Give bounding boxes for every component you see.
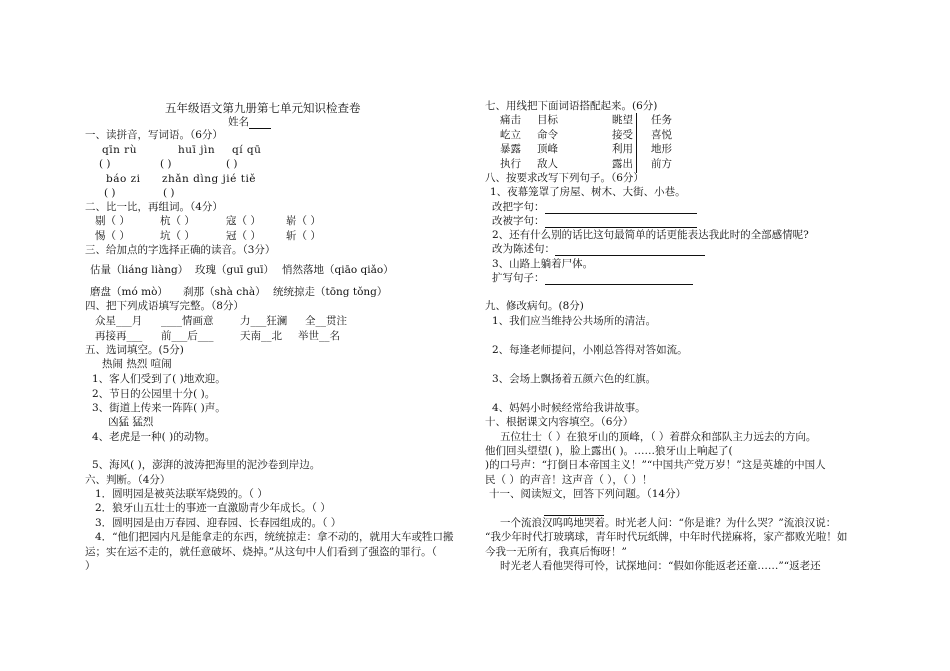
pinyin-3: qí qū bbox=[232, 144, 262, 156]
reading-item[interactable]: 刹那（shà chà） bbox=[183, 286, 266, 298]
match-word[interactable]: 利用 bbox=[612, 143, 633, 155]
answer-bracket[interactable]: ( ) bbox=[99, 158, 111, 170]
answer-bracket[interactable]: ( ) bbox=[226, 158, 238, 170]
fill-item[interactable]: 3、街道上传来一阵阵( )声。 bbox=[92, 402, 226, 414]
idiom-item[interactable]: 全__贯注 bbox=[305, 315, 347, 327]
match-word[interactable]: 前方 bbox=[651, 158, 672, 170]
fill-item[interactable]: 5、海风( )，澎湃的波涛把海里的泥沙卷到岸边。 bbox=[92, 459, 321, 471]
passage-line: “我少年时代打玻璃球，青年时代玩纸牌，中年时代搓麻将，家产都败光啦！如 bbox=[485, 531, 848, 543]
passage-line: 时光老人看他哭得可怜，试探地问：“假如你能返老还童……”“返老还 bbox=[500, 560, 821, 572]
match-word[interactable]: 敌人 bbox=[537, 158, 558, 170]
pinyin-2: huī jìn bbox=[178, 144, 216, 156]
match-word[interactable]: 暴露 bbox=[500, 143, 521, 155]
answer-bracket[interactable]: ( ) bbox=[104, 187, 116, 199]
reading-item[interactable]: 悄然落地（qiāo qiǎo） bbox=[282, 264, 394, 276]
compare-word[interactable]: 斩（ ） bbox=[286, 230, 321, 242]
compare-word[interactable]: 杭（ ） bbox=[160, 215, 195, 227]
answer-blank[interactable] bbox=[555, 244, 705, 256]
pinyin-4: báo zi bbox=[106, 173, 141, 185]
reading-item[interactable]: 估量（liáng liàng） bbox=[90, 264, 189, 276]
idiom-item[interactable]: 再接再___ bbox=[95, 330, 143, 342]
page-title: 五年级语文第九册第七单元知识检查卷 bbox=[165, 101, 361, 115]
sec5-heading: 五、选词填空。(5分) bbox=[85, 344, 184, 356]
rewrite-line[interactable] bbox=[492, 273, 693, 285]
match-word[interactable]: 接受 bbox=[612, 129, 633, 141]
sick-sentence[interactable]: 4、妈妈小时候经常给我讲故事。 bbox=[492, 402, 646, 414]
judge-item[interactable]: 3．圆明园是由万春园、迎春园、长春园组成的。（ ） bbox=[95, 517, 342, 529]
reading-item[interactable]: 磨盘（mó mò） bbox=[90, 286, 168, 298]
text-fill-line[interactable]: 五位壮士（ ）在狼牙山的顶峰，（ ）着群众和部队主力远去的方向。 bbox=[500, 431, 817, 443]
title-blank[interactable] bbox=[544, 504, 604, 516]
idiom-item[interactable]: 力___狂澜 bbox=[240, 315, 288, 327]
sec6-heading: 六、判断。（4分） bbox=[85, 474, 171, 486]
sick-sentence[interactable]: 2、每逢老师提问，小刚总答得对答如流。 bbox=[492, 344, 688, 356]
pinyin-1: qīn rù bbox=[102, 144, 137, 156]
match-word[interactable]: 地形 bbox=[651, 143, 672, 155]
rewrite-label: 改为陈述句： bbox=[492, 243, 555, 255]
match-word[interactable]: 顶峰 bbox=[537, 143, 558, 155]
passage-line: 今我一无所有，我真后悔呀！” bbox=[485, 546, 627, 558]
word-choices: 凶猛 猛烈 bbox=[108, 416, 154, 428]
compare-word[interactable]: 剔（ ） bbox=[95, 215, 130, 227]
match-word[interactable]: 喜悦 bbox=[651, 129, 672, 141]
match-word[interactable]: 露出 bbox=[612, 158, 633, 170]
text-fill-line[interactable]: 民（ ）的声音！这声音（ ），（ ）！ bbox=[485, 474, 653, 486]
name-label: 姓名 bbox=[228, 116, 249, 128]
sick-sentence[interactable]: 1、我们应当维持公共场所的清洁。 bbox=[492, 315, 657, 327]
answer-blank[interactable] bbox=[545, 216, 697, 228]
judge-item-bracket[interactable]: ） bbox=[85, 560, 96, 572]
rewrite-sentence: 3、山路上躺着尸体。 bbox=[492, 258, 594, 270]
fill-item[interactable]: 2、节日的公园里十分( )。 bbox=[92, 388, 216, 400]
rewrite-line[interactable] bbox=[492, 216, 697, 228]
compare-word[interactable]: 崭（ ） bbox=[286, 215, 321, 227]
idiom-item[interactable]: 众星___月 bbox=[95, 315, 143, 327]
pinyin-5: zhǎn dìng jié tiě bbox=[162, 173, 257, 185]
idiom-item[interactable]: 前___后___ bbox=[161, 330, 214, 342]
sec10-heading: 十、根据课文内容填空。（6分） bbox=[485, 416, 634, 428]
word-choices: 热闹 热烈 喧闹 bbox=[102, 358, 172, 370]
sec3-heading: 三、给加点的字选择正确的读音。（3分） bbox=[85, 244, 276, 256]
sec1-heading: 一、读拼音，写词语。（6分） bbox=[85, 129, 223, 141]
match-word[interactable]: 目标 bbox=[537, 114, 558, 126]
rewrite-line[interactable] bbox=[492, 244, 705, 256]
sec4-heading: 四、把下列成语填写完整。（8分） bbox=[85, 300, 244, 312]
match-word[interactable]: 任务 bbox=[651, 114, 672, 126]
sec7-heading: 七、用线把下面词语搭配起来。(6分) bbox=[485, 100, 658, 112]
compare-word[interactable]: 惕（ ） bbox=[95, 230, 130, 242]
answer-blank[interactable] bbox=[545, 202, 697, 214]
match-word[interactable]: 执行 bbox=[500, 158, 521, 170]
fill-item[interactable]: 1、客人们受到了( )地欢迎。 bbox=[92, 373, 226, 385]
reading-item[interactable]: 玫瑰（guī guī） bbox=[195, 264, 275, 276]
text-fill-line[interactable]: 他们回头望望( )，脸上露出( )。……狼牙山上响起了( bbox=[485, 445, 733, 457]
rewrite-sentence: 1、夜幕笼罩了房屋、树木、大街、小巷。 bbox=[490, 186, 686, 198]
answer-bracket[interactable]: ( ) bbox=[160, 158, 172, 170]
judge-item[interactable]: 2．狼牙山五壮士的事迹一直激励青少年成长。（ ） bbox=[95, 502, 331, 514]
rewrite-label: 改把字句： bbox=[492, 201, 545, 213]
judge-item-line: 4．“他们把园内凡是能拿走的东西，统统掠走：拿不动的，就用大车或牲口搬 bbox=[95, 531, 454, 543]
match-word[interactable]: 屹立 bbox=[500, 129, 521, 141]
idiom-item[interactable]: 举世__名 bbox=[298, 330, 340, 342]
passage-line: 一个流浪汉呜呜地哭着。时光老人问：“你是谁？为什么哭？”流浪汉说： bbox=[500, 517, 837, 529]
reading-item[interactable]: 统统掠走（tōng tǒng） bbox=[273, 286, 388, 298]
sec2-heading: 二、比一比，再组词。（4分） bbox=[85, 201, 223, 213]
compare-word[interactable]: 寇（ ） bbox=[226, 215, 261, 227]
sec11-heading: 十一、阅读短文，回答下列问题。（14分） bbox=[489, 488, 687, 500]
name-field bbox=[228, 117, 271, 129]
compare-word[interactable]: 冠（ ） bbox=[226, 230, 261, 242]
rewrite-line[interactable] bbox=[492, 202, 697, 214]
judge-item[interactable]: 1．圆明园是被英法联军烧毁的。（ ） bbox=[95, 488, 268, 500]
match-word[interactable]: 痛击 bbox=[500, 114, 521, 126]
idiom-item[interactable]: ____情画意 bbox=[161, 315, 214, 327]
compare-word[interactable]: 坑（ ） bbox=[160, 230, 195, 242]
rewrite-label: 改被字句： bbox=[492, 215, 545, 227]
idiom-item[interactable]: 天南__北 bbox=[240, 330, 282, 342]
match-word[interactable]: 眺望 bbox=[612, 114, 633, 126]
fill-item[interactable]: 4、老虎是一种( )的动物。 bbox=[92, 431, 216, 443]
column-divider bbox=[636, 113, 637, 173]
rewrite-sentence: 2、还有什么别的话比这句最简单的话更能表达我此时的全部感情呢? bbox=[492, 229, 809, 241]
sec9-heading: 九、修改病句。(8分) bbox=[485, 300, 584, 312]
match-word[interactable]: 命令 bbox=[537, 129, 558, 141]
name-blank[interactable] bbox=[249, 117, 271, 129]
text-fill-line[interactable]: )的口号声：“打倒日本帝国主义！”“中国共产党万岁！”这是英雄的中国人 bbox=[485, 459, 826, 471]
rewrite-label: 扩写句子： bbox=[492, 272, 545, 284]
answer-blank[interactable] bbox=[545, 273, 693, 285]
answer-bracket[interactable]: ( ) bbox=[163, 187, 175, 199]
sick-sentence[interactable]: 3、会场上飘扬着五颜六色的红旗。 bbox=[492, 373, 657, 385]
sec8-heading: 八、按要求改写下列句子。（6分） bbox=[485, 172, 644, 184]
judge-item-line: 运；实在运不走的，就任意破坏、烧掉。”从这句中人们看到了强盗的罪行。（ bbox=[85, 546, 437, 558]
